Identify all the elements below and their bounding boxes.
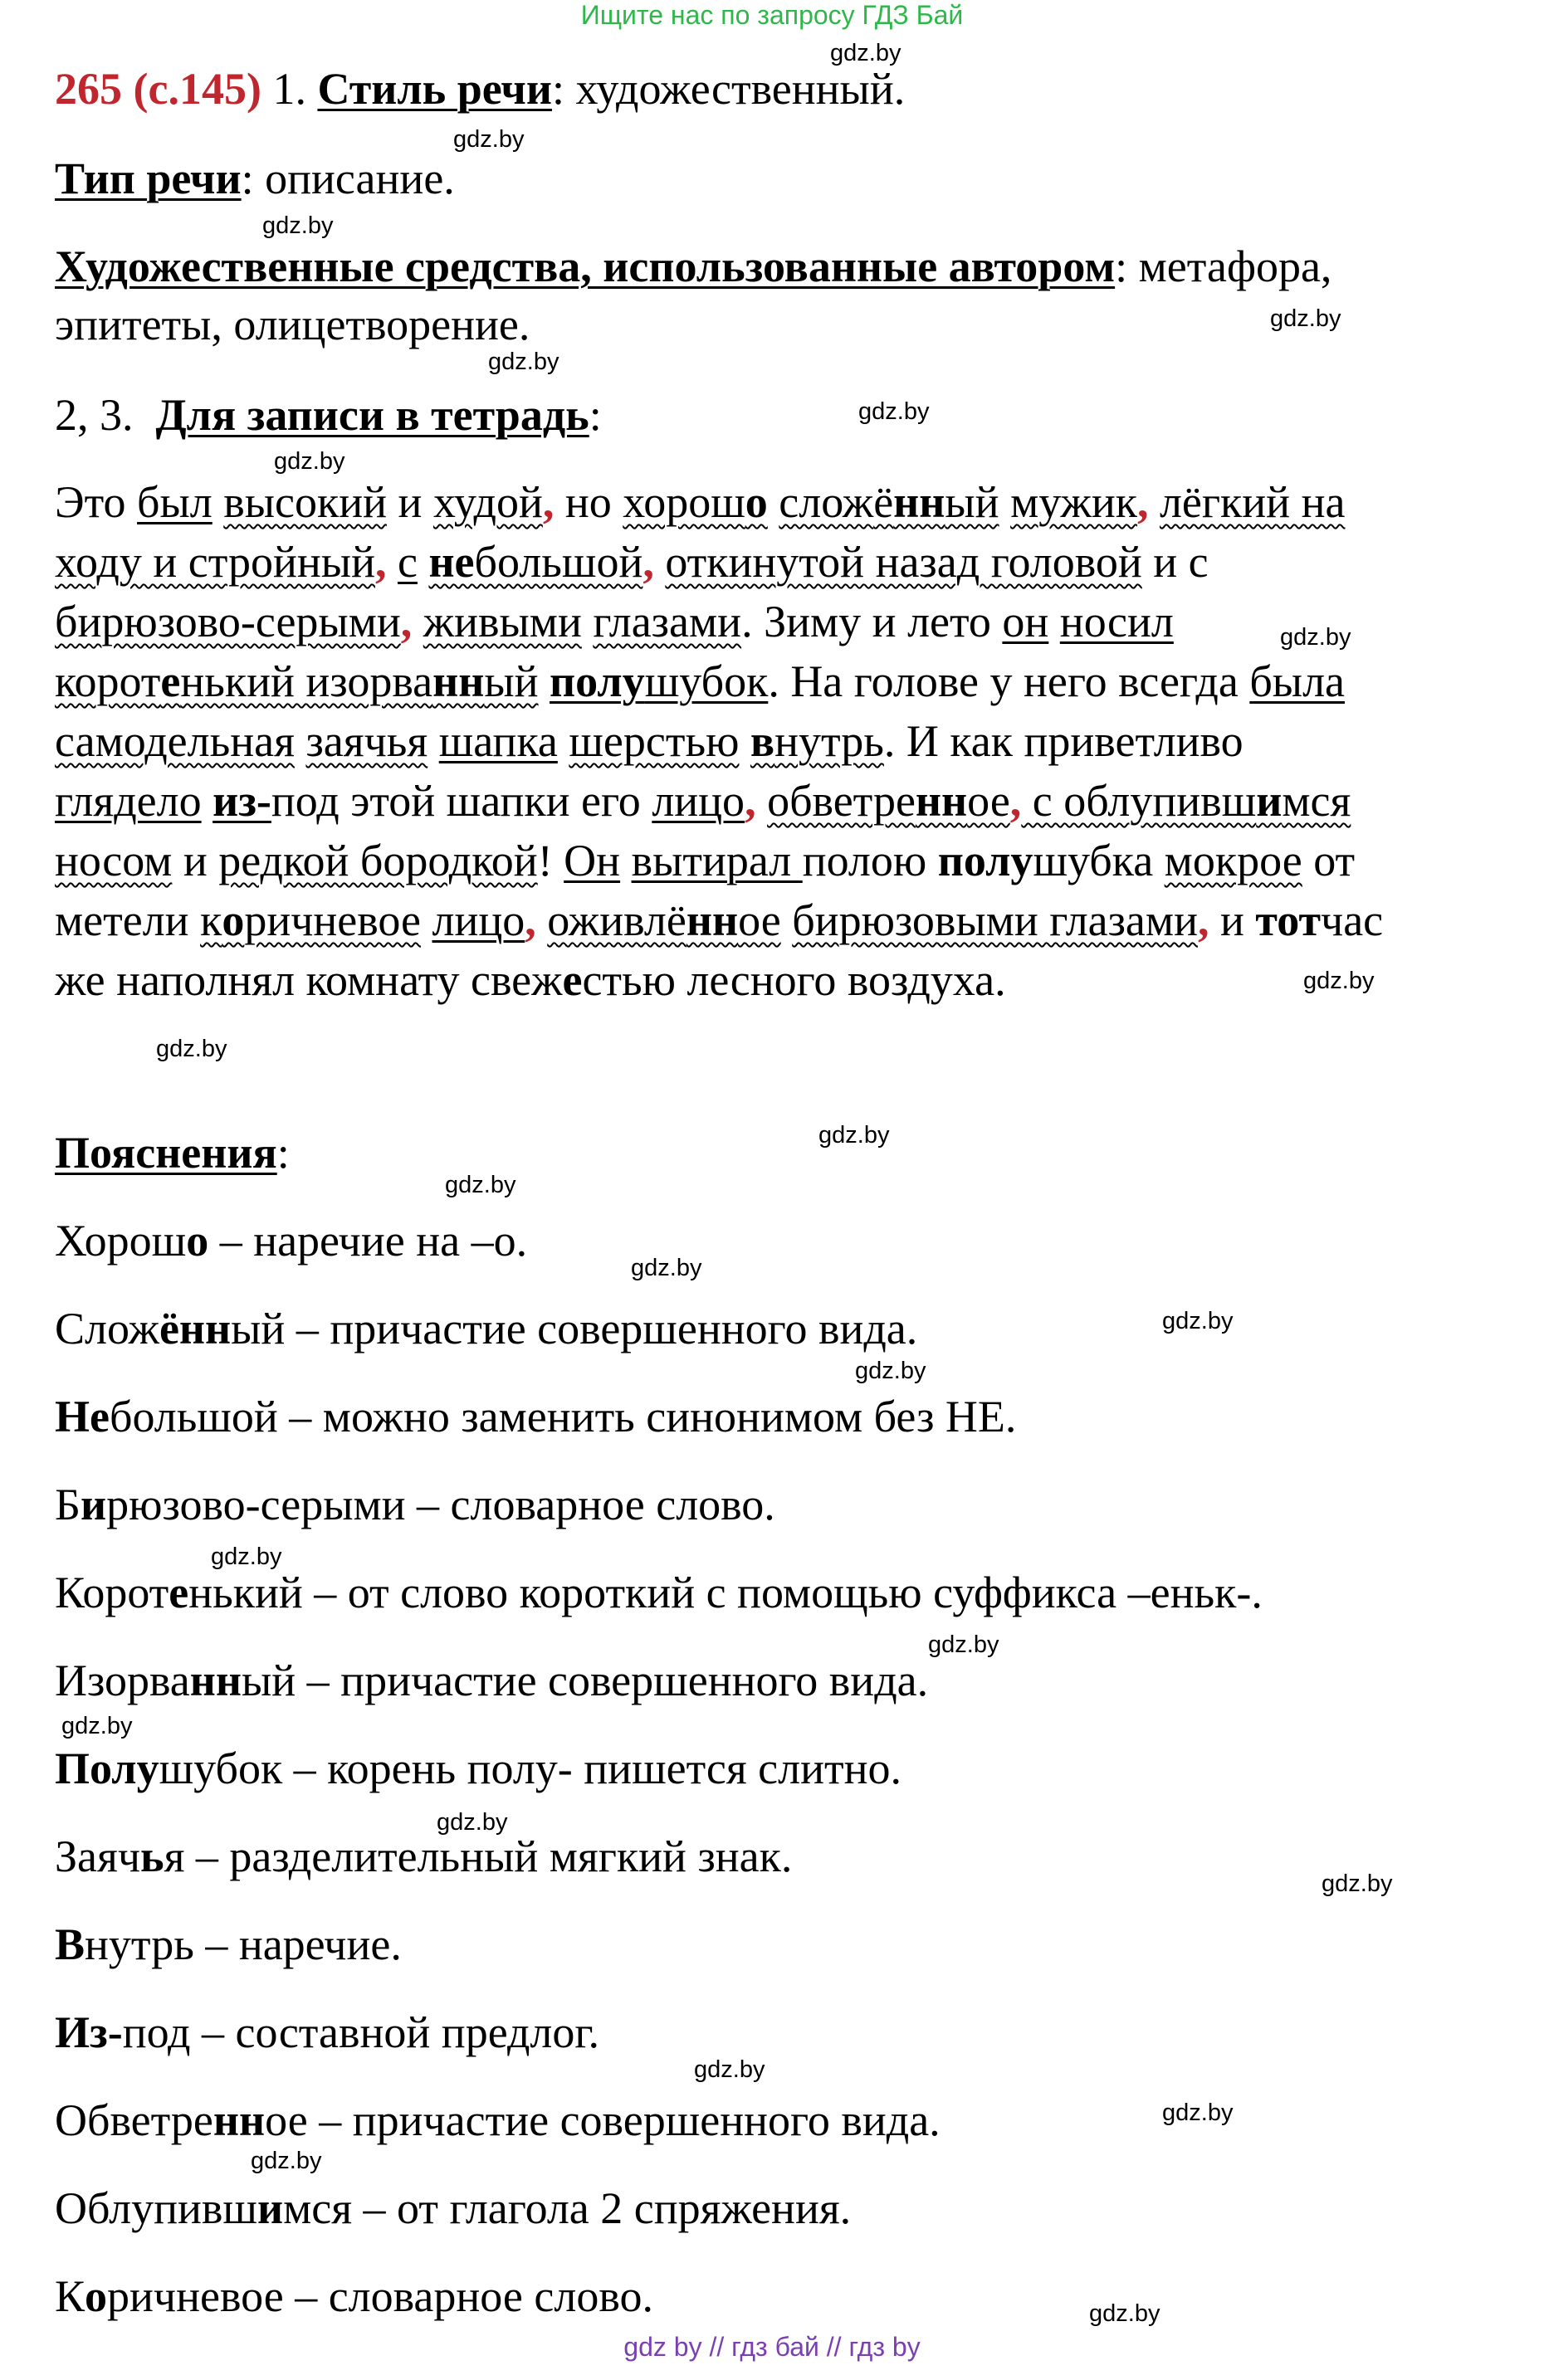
- text-line-7: [55, 832, 1355, 890]
- spelling-letter: полу: [550, 656, 645, 706]
- space: [1148, 477, 1160, 527]
- means-label: Художественные средства, использованные автором: [55, 241, 1116, 291]
- watermark: gdz.by: [631, 1255, 702, 1281]
- word: был: [137, 477, 213, 527]
- spelling-letter: нн: [893, 477, 945, 527]
- word: редкой бородкой: [218, 836, 538, 885]
- note-word: Заяч: [55, 1831, 141, 1881]
- space: [620, 836, 632, 885]
- word: высокий: [223, 477, 388, 527]
- item-1-marker: 1.: [272, 64, 306, 114]
- watermark: gdz.by: [858, 398, 930, 425]
- note-letter: В: [55, 1919, 86, 1969]
- note-text: ый – причастие совершенного вида.: [231, 1304, 918, 1353]
- notes-label: Пояснения: [55, 1128, 277, 1178]
- spelling-letter: из-: [213, 776, 271, 826]
- note-letter: ё: [159, 1304, 179, 1353]
- spelling-letter: нн: [915, 776, 968, 826]
- note-text: я – разделительный мягкий знак.: [164, 1831, 793, 1881]
- word: шубка: [1033, 836, 1165, 885]
- watermark: gdz.by: [251, 2148, 322, 2174]
- word: . И как приветливо: [883, 716, 1244, 766]
- note-word: Изорва: [55, 1656, 190, 1705]
- note-item: [55, 2179, 851, 2237]
- word: носил: [1059, 597, 1174, 646]
- heading-line-1: [55, 60, 905, 118]
- note-item: [55, 1739, 901, 1797]
- notes-colon: :: [276, 1128, 290, 1178]
- heading-line-4: [55, 295, 530, 354]
- space: [386, 537, 398, 587]
- word: худой: [432, 477, 543, 527]
- word: би: [792, 895, 839, 945]
- spelling-letter: не: [428, 537, 475, 587]
- note-text: ричневое – словарное слово.: [107, 2271, 653, 2321]
- space: [202, 776, 213, 826]
- comma: ,: [1009, 776, 1022, 826]
- watermark: gdz.by: [830, 40, 901, 66]
- note-letter: нн: [178, 1304, 232, 1353]
- word: нький изорва: [180, 656, 433, 706]
- note-item: [55, 1563, 1263, 1622]
- watermark: gdz.by: [1303, 968, 1375, 994]
- text-line-1: [55, 473, 1345, 531]
- word: !: [537, 836, 564, 885]
- watermark: gdz.by: [1270, 305, 1341, 332]
- style-value: : художественный.: [551, 64, 906, 114]
- space: [421, 895, 432, 945]
- comma: ,: [542, 477, 555, 527]
- means-value: : метафора,: [1115, 241, 1332, 291]
- comma: ,: [643, 537, 654, 587]
- note-item: [55, 1300, 917, 1358]
- watermark: gdz.by: [211, 1544, 282, 1570]
- watermark: gdz.by: [61, 1713, 133, 1739]
- note-item: [55, 1651, 928, 1709]
- note-letter: о: [85, 2271, 108, 2321]
- note-word: Облупивш: [55, 2183, 257, 2233]
- text-line-3: [55, 593, 1174, 651]
- word: под этой шапки его: [271, 776, 652, 826]
- word: Он: [564, 836, 621, 885]
- note-letter: е: [169, 1568, 189, 1617]
- word: вытирал: [631, 836, 803, 885]
- bottom-banner: gdz by // гдз бай // гдз by: [623, 2332, 921, 2362]
- note-letter: и: [81, 1480, 107, 1529]
- word: . Зиму и лето: [741, 597, 1003, 646]
- word: и: [387, 477, 433, 527]
- spelling-letter: полу: [937, 836, 1033, 885]
- word: ое: [967, 776, 1010, 826]
- style-label: Стиль речи: [317, 64, 552, 114]
- word: живыми: [423, 597, 582, 646]
- notebook-colon: :: [589, 390, 602, 440]
- comma: ,: [1197, 895, 1209, 945]
- note-word: Слож: [55, 1304, 159, 1353]
- note-text: рюзово-серыми – словарное слово.: [106, 1480, 775, 1529]
- word: и: [172, 836, 219, 885]
- spelling-letter: о: [222, 895, 245, 945]
- space: [558, 716, 569, 766]
- notebook-label: Для записи в тетрадь: [155, 390, 589, 440]
- word: мся: [1282, 776, 1351, 826]
- word: час: [1321, 895, 1384, 945]
- space: [213, 477, 224, 527]
- word: самодельная: [55, 716, 295, 766]
- spelling-letter: е: [160, 656, 181, 706]
- note-text: нький – от слово короткий с помощью суффикса –еньк-.: [188, 1568, 1263, 1617]
- word: носом: [55, 836, 173, 885]
- space: [412, 597, 423, 646]
- watermark: gdz.by: [1089, 2300, 1160, 2327]
- watermark: gdz.by: [1162, 1308, 1234, 1334]
- spelling-letter: е: [562, 955, 583, 1005]
- word: глазами: [593, 597, 742, 646]
- watermark: gdz.by: [818, 1122, 890, 1149]
- means-value-cont: эпитеты, олицетворение.: [55, 300, 530, 349]
- heading-line-5: [55, 386, 602, 444]
- note-letter: нн: [189, 1656, 242, 1705]
- note-word: К: [55, 2271, 86, 2321]
- type-label: Тип речи: [55, 154, 242, 203]
- watermark: gdz.by: [1322, 1870, 1393, 1897]
- notes-heading: [55, 1124, 290, 1182]
- word: стью лесного воздуха.: [582, 955, 1006, 1005]
- comma: ,: [525, 895, 536, 945]
- space: [781, 895, 793, 945]
- spelling-letter: в: [750, 716, 775, 766]
- spelling-letter: о: [745, 477, 768, 527]
- text-line-5: [55, 712, 1244, 770]
- space: [768, 477, 779, 527]
- word: ричневое: [244, 895, 421, 945]
- exercise-number: 265 (с.145): [55, 64, 261, 114]
- word: метели: [55, 895, 201, 945]
- note-item: [55, 1388, 1016, 1446]
- note-letter: ь: [140, 1831, 164, 1881]
- note-text: шубок – корень полу- пишется слитно.: [159, 1744, 901, 1793]
- word: рюзовыми глазами: [838, 895, 1198, 945]
- note-word: Хорош: [55, 1216, 187, 1266]
- word: ое: [738, 895, 781, 945]
- note-item: [55, 2003, 599, 2061]
- watermark: gdz.by: [445, 1172, 516, 1198]
- word: слож: [779, 477, 874, 527]
- text-line-9: [55, 951, 1006, 1009]
- note-item: [55, 1915, 402, 1973]
- note-letter: Не: [55, 1392, 110, 1441]
- top-banner: Ищите нас по запросу ГДЗ Бай: [580, 0, 964, 30]
- space: [654, 537, 666, 587]
- word: мокрое: [1164, 836, 1302, 885]
- space: [756, 776, 768, 826]
- word: ый: [945, 477, 999, 527]
- note-item: [55, 1475, 775, 1534]
- word: рюзово-серыми: [101, 597, 401, 646]
- word: . На голове у него всегда: [768, 656, 1250, 706]
- note-word: Корот: [55, 1568, 169, 1617]
- word: но: [554, 477, 623, 527]
- comma: ,: [745, 776, 756, 826]
- note-text: под – составной предлог.: [122, 2007, 599, 2057]
- spelling-letter: нн: [686, 895, 739, 945]
- text-line-6: [55, 772, 1351, 830]
- item-23-marker: 2, 3.: [55, 390, 134, 440]
- note-letter: о: [186, 1216, 209, 1266]
- word: Это: [55, 477, 138, 527]
- watermark: gdz.by: [453, 126, 525, 153]
- word: была: [1249, 656, 1345, 706]
- space: [536, 895, 548, 945]
- text-line-4: [55, 652, 1345, 710]
- word: большой: [474, 537, 643, 587]
- watermark: gdz.by: [262, 212, 334, 239]
- note-item: [55, 1827, 792, 1885]
- note-text: ое – причастие совершенного вида.: [265, 2095, 941, 2145]
- watermark: gdz.by: [488, 349, 559, 375]
- type-value: : описание.: [241, 154, 455, 203]
- note-letter: нн: [213, 2095, 266, 2145]
- heading-line-3: [55, 237, 1331, 295]
- word: лёгкий на: [1159, 477, 1346, 527]
- note-text: – наречие на –о.: [208, 1216, 528, 1266]
- word: он: [1002, 597, 1049, 646]
- word: же наполнял комнату свеж: [55, 955, 563, 1005]
- space: [999, 477, 1011, 527]
- comma: ,: [400, 597, 413, 646]
- comma: ,: [1136, 477, 1149, 527]
- word: с: [397, 537, 418, 587]
- word: с облупивш: [1021, 776, 1257, 826]
- note-text: нутрь – наречие.: [85, 1919, 402, 1969]
- watermark: gdz.by: [1162, 2100, 1234, 2126]
- word: нутрь: [774, 716, 884, 766]
- note-item: [55, 2091, 941, 2149]
- note-letter: Из-: [55, 2007, 123, 2057]
- watermark: gdz.by: [855, 1358, 926, 1384]
- note-text: большой – можно заменить синонимом без НЕ.: [109, 1392, 1017, 1441]
- watermark: gdz.by: [1280, 624, 1351, 651]
- space: [428, 716, 439, 766]
- word: ходу и стройный: [55, 537, 375, 587]
- word: и: [1209, 895, 1256, 945]
- word: и с: [1141, 537, 1209, 587]
- word: хорош: [623, 477, 745, 527]
- space: [295, 716, 306, 766]
- word: корот: [55, 656, 161, 706]
- note-text: ый – причастие совершенного вида.: [242, 1656, 929, 1705]
- word: глядело: [55, 776, 202, 826]
- space: [1048, 597, 1060, 646]
- word: шапка: [438, 716, 558, 766]
- note-item: [55, 1212, 527, 1270]
- text-line-8: [55, 891, 1383, 949]
- note-text: мся – от глагола 2 спряжения.: [283, 2183, 852, 2233]
- word: к: [200, 895, 222, 945]
- note-letter: Полу: [55, 1744, 159, 1793]
- watermark: gdz.by: [694, 2056, 765, 2083]
- spelling-letter: тот: [1255, 895, 1322, 945]
- comma: ,: [374, 537, 387, 587]
- space: [418, 537, 429, 587]
- spelling-letter: нн: [432, 656, 485, 706]
- word: обветре: [767, 776, 916, 826]
- watermark: gdz.by: [928, 1631, 999, 1658]
- word: шерстью: [569, 716, 740, 766]
- word: лицо: [652, 776, 745, 826]
- word: от: [1302, 836, 1356, 885]
- watermark: gdz.by: [437, 1809, 508, 1836]
- word: шубок: [644, 656, 769, 706]
- word: полою: [802, 836, 938, 885]
- note-word: Б: [55, 1480, 81, 1529]
- spelling-letter: и: [1256, 776, 1283, 826]
- word: би: [55, 597, 102, 646]
- word: мужик: [1010, 477, 1137, 527]
- word: заячья: [305, 716, 428, 766]
- note-letter: и: [257, 2183, 284, 2233]
- word: ый: [484, 656, 539, 706]
- watermark: gdz.by: [156, 1036, 227, 1062]
- heading-line-2: [55, 149, 455, 207]
- word: откинутой назад головой: [665, 537, 1142, 587]
- watermark: gdz.by: [274, 448, 345, 475]
- space: [739, 716, 750, 766]
- space: [582, 597, 594, 646]
- word: лицо: [432, 895, 525, 945]
- note-item: [55, 2267, 653, 2325]
- word: ё: [873, 477, 894, 527]
- word: оживлё: [547, 895, 686, 945]
- text-line-2: [55, 533, 1209, 591]
- note-word: Обветре: [55, 2095, 213, 2145]
- space: [539, 656, 550, 706]
